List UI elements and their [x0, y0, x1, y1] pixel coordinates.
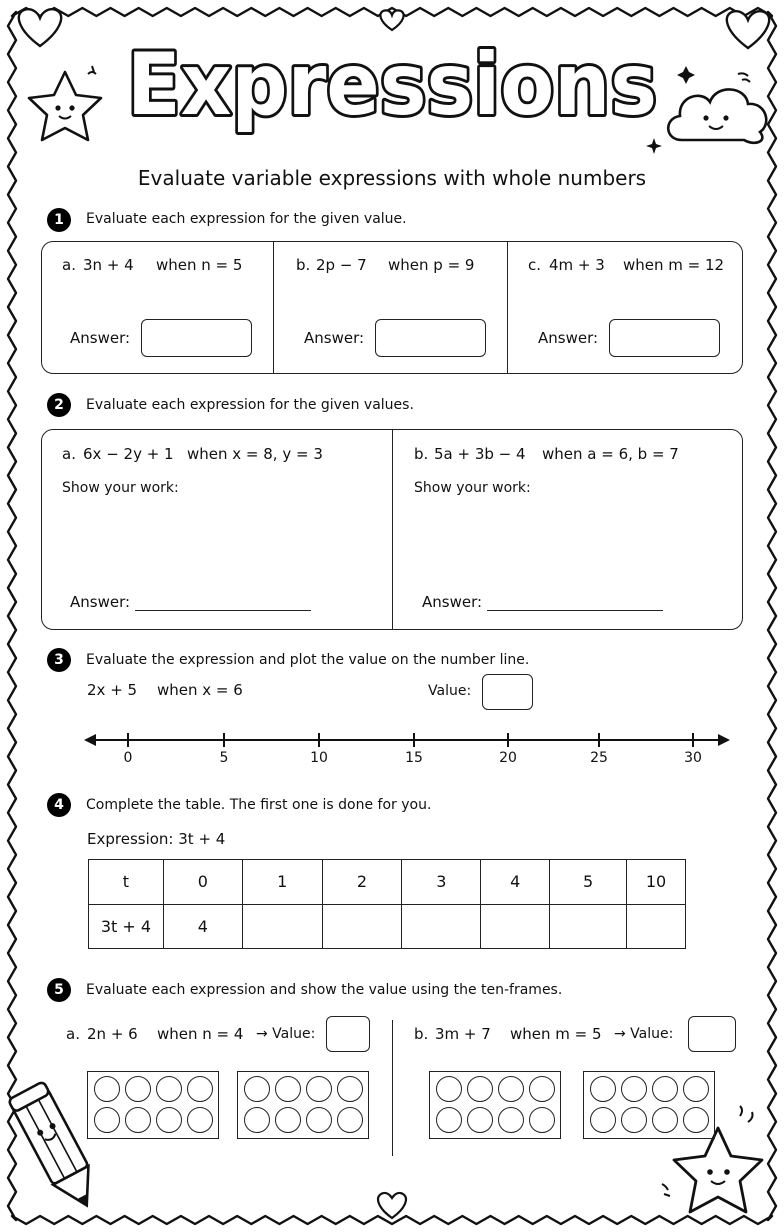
ten-frame-cell[interactable]: [529, 1107, 555, 1133]
page-title: [120, 28, 665, 138]
tick-label: 20: [499, 750, 517, 766]
table-cell-blank[interactable]: [627, 904, 686, 949]
ten-frame-cell[interactable]: [156, 1076, 182, 1102]
value-label: → Value:: [614, 1026, 674, 1042]
table-cell: 4: [481, 860, 550, 905]
ten-frame-cell[interactable]: [467, 1076, 493, 1102]
ten-frame-cell[interactable]: [529, 1076, 555, 1102]
ten-frame-cell[interactable]: [244, 1076, 270, 1102]
answer-label: Answer:: [422, 593, 483, 611]
section-number: 2: [47, 393, 71, 417]
answer-label: Answer:: [304, 329, 365, 347]
table-cell: t: [89, 860, 164, 905]
section-instruction: Evaluate each expression for the given values.: [86, 397, 414, 413]
tick-label: 0: [123, 750, 133, 766]
divider: [392, 429, 393, 630]
section-instruction: Complete the table. The first one is done for you.: [86, 797, 432, 813]
ten-frame-cell[interactable]: [683, 1107, 709, 1133]
ten-frame-cell[interactable]: [275, 1107, 301, 1133]
title-text: Expressions: [127, 35, 657, 135]
section-number: 3: [47, 648, 71, 672]
heart-icon: [19, 9, 61, 46]
problem-label: b.: [414, 445, 429, 463]
table-cell: 2: [322, 860, 402, 905]
tick-label: 25: [590, 750, 608, 766]
ten-frame-cell[interactable]: [467, 1107, 493, 1133]
problem-expression: 3n + 4: [83, 256, 134, 274]
problem-condition: when x = 8, y = 3: [187, 445, 323, 463]
value-table: [88, 859, 686, 949]
problem-condition: when m = 12: [623, 256, 725, 274]
table-cell-blank[interactable]: [481, 904, 550, 949]
value-box[interactable]: [326, 1016, 370, 1052]
problem-expression: 2p − 7: [316, 256, 367, 274]
table-cell: 1: [242, 860, 322, 905]
ten-frame-cell[interactable]: [621, 1076, 647, 1102]
ten-frame-cell[interactable]: [590, 1107, 616, 1133]
cloud-face-icon: [668, 73, 766, 142]
ten-frame-cell[interactable]: [436, 1076, 462, 1102]
problem-condition: when p = 9: [388, 256, 475, 274]
divider: [507, 241, 508, 374]
ten-frame-cell[interactable]: [187, 1107, 213, 1133]
section-instruction: Evaluate the expression and plot the value on the number line.: [86, 652, 530, 668]
ten-frame[interactable]: [429, 1071, 561, 1139]
answer-line[interactable]: [487, 610, 663, 611]
table-cell-blank[interactable]: [402, 904, 481, 949]
ten-frame-cell[interactable]: [244, 1107, 270, 1133]
tick-label: 5: [219, 750, 229, 766]
answer-box[interactable]: [375, 319, 486, 357]
ten-frame-cell[interactable]: [652, 1076, 678, 1102]
ten-frame[interactable]: [583, 1071, 715, 1139]
problem-expression: 5a + 3b − 4: [434, 445, 526, 463]
condition: when x = 6: [157, 681, 243, 699]
ten-frame-cell[interactable]: [337, 1076, 363, 1102]
ten-frame-cell[interactable]: [683, 1076, 709, 1102]
answer-line[interactable]: [135, 610, 311, 611]
ten-frame-cell[interactable]: [621, 1107, 647, 1133]
table-cell-blank[interactable]: [242, 904, 322, 949]
value-label: → Value:: [256, 1026, 316, 1042]
section-number: 4: [47, 793, 71, 817]
table-row: [89, 904, 686, 949]
table-cell: 10: [627, 860, 686, 905]
problem-condition: when a = 6, b = 7: [542, 445, 679, 463]
star-face-icon: [29, 66, 101, 140]
problem-label: b.: [296, 256, 311, 274]
ten-frame-cell[interactable]: [187, 1076, 213, 1102]
table-cell-blank[interactable]: [550, 904, 627, 949]
ten-frame-cell[interactable]: [337, 1107, 363, 1133]
section-instruction: Evaluate each expression and show the value using the ten-frames.: [86, 982, 563, 998]
ten-frame-cell[interactable]: [275, 1076, 301, 1102]
answer-box[interactable]: [141, 319, 252, 357]
tick-label: 10: [310, 750, 328, 766]
ten-frame-cell[interactable]: [436, 1107, 462, 1133]
problem-expression: 4m + 3: [549, 256, 605, 274]
ten-frame-cell[interactable]: [94, 1076, 120, 1102]
ten-frame-cell[interactable]: [125, 1076, 151, 1102]
ten-frame-cell[interactable]: [125, 1107, 151, 1133]
table-cell: 3: [402, 860, 481, 905]
problem-label: a.: [66, 1025, 80, 1043]
ten-frame-cell[interactable]: [652, 1107, 678, 1133]
table-cell: 0: [163, 860, 242, 905]
section-instruction: Evaluate each expression for the given value.: [86, 211, 407, 227]
divider: [392, 1020, 393, 1156]
work-label: Show your work:: [414, 480, 531, 496]
section-number: 1: [47, 208, 71, 232]
ten-frame[interactable]: [87, 1071, 219, 1139]
problem-label: a.: [62, 256, 76, 274]
heart-icon: [378, 1193, 406, 1218]
problem-label: b.: [414, 1025, 429, 1043]
ten-frame-cell[interactable]: [306, 1107, 332, 1133]
ten-frame-cell[interactable]: [306, 1076, 332, 1102]
section-number: 5: [47, 978, 71, 1002]
heart-icon: [727, 11, 769, 48]
value-label: Value:: [428, 683, 472, 699]
expression-label: Expression: 3t + 4: [87, 830, 226, 848]
table-cell-blank[interactable]: [322, 904, 402, 949]
divider: [273, 241, 274, 374]
ten-frame-cell[interactable]: [498, 1076, 524, 1102]
problem-label: c.: [528, 256, 542, 274]
tick-label: 30: [684, 750, 702, 766]
table-cell: 4: [163, 904, 242, 949]
table-cell: 5: [550, 860, 627, 905]
problem-label: a.: [62, 445, 76, 463]
problem-expression: 2n + 6: [87, 1025, 138, 1043]
tick-label: 15: [405, 750, 423, 766]
answer-box[interactable]: [609, 319, 720, 357]
work-label: Show your work:: [62, 480, 179, 496]
number-line: [80, 728, 736, 752]
problem-condition: when n = 4: [157, 1025, 244, 1043]
problem-expression: 6x − 2y + 1: [83, 445, 174, 463]
ten-frame-cell[interactable]: [590, 1076, 616, 1102]
ten-frame-cell[interactable]: [156, 1107, 182, 1133]
answer-label: Answer:: [70, 593, 131, 611]
expression: 2x + 5: [87, 681, 138, 699]
value-box[interactable]: [482, 674, 533, 710]
problem-expression: 3m + 7: [435, 1025, 491, 1043]
answer-label: Answer:: [538, 329, 599, 347]
answer-label: Answer:: [70, 329, 131, 347]
subtitle: Evaluate variable expressions with whole numbers: [137, 166, 647, 190]
ten-frame-cell[interactable]: [94, 1107, 120, 1133]
ten-frame-cell[interactable]: [498, 1107, 524, 1133]
problem-condition: when n = 5: [156, 256, 243, 274]
value-box[interactable]: [688, 1016, 736, 1052]
table-cell: 3t + 4: [89, 904, 164, 949]
table-row: [89, 860, 686, 905]
ten-frame[interactable]: [237, 1071, 369, 1139]
problem-condition: when m = 5: [510, 1025, 602, 1043]
